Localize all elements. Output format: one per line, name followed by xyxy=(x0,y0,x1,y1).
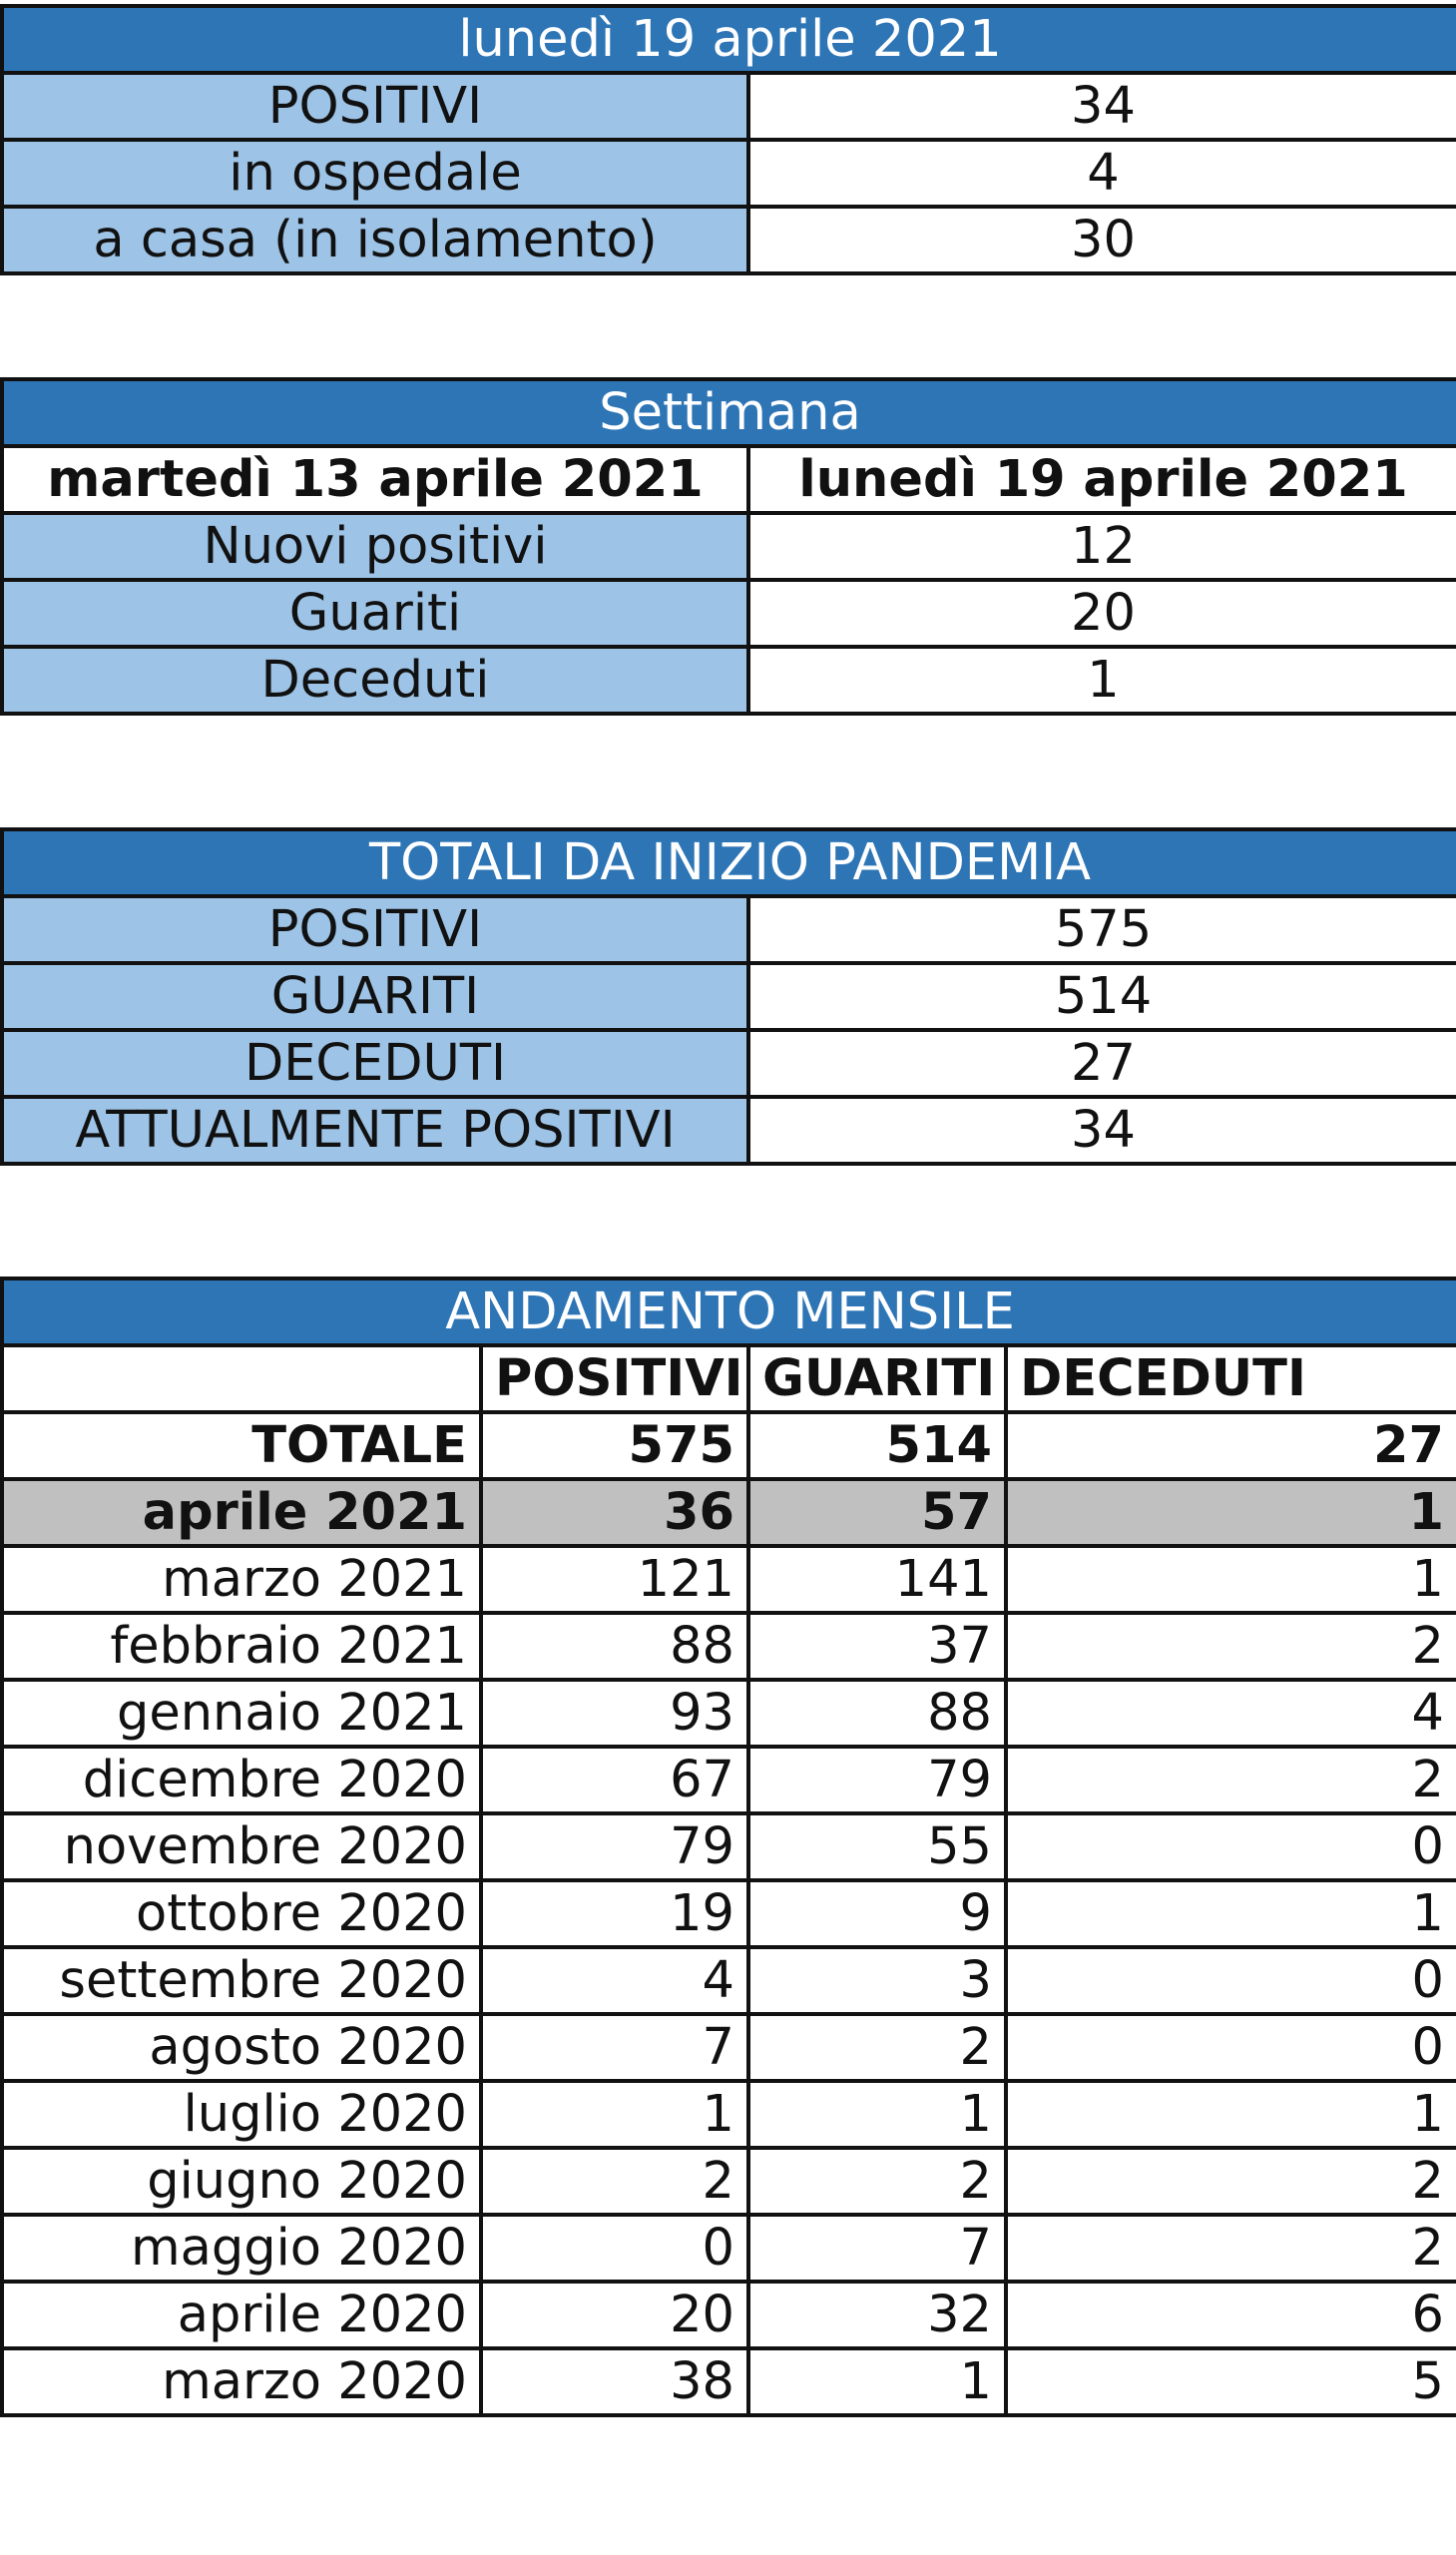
column-header-guariti: GUARITI xyxy=(748,1345,1006,1412)
month-label: aprile 2021 xyxy=(2,1479,481,1546)
total-positivi: 575 xyxy=(481,1412,748,1479)
week-label: Guariti xyxy=(2,580,748,647)
month-deceduti: 1 xyxy=(1006,1546,1456,1613)
totals-value: 27 xyxy=(748,1030,1456,1097)
month-label: ottobre 2020 xyxy=(2,1880,481,1947)
month-label: luglio 2020 xyxy=(2,2081,481,2148)
totals-value: 575 xyxy=(748,896,1456,963)
column-header-positivi: POSITIVI xyxy=(481,1345,748,1412)
month-guariti: 3 xyxy=(748,1947,1006,2014)
month-label: gennaio 2021 xyxy=(2,1680,481,1747)
totals-row xyxy=(2,1097,1456,1164)
month-deceduti: 0 xyxy=(1006,1947,1456,2014)
month-positivi: 2 xyxy=(481,2148,748,2215)
month-deceduti: 1 xyxy=(1006,2081,1456,2148)
month-deceduti: 0 xyxy=(1006,2014,1456,2081)
month-positivi: 88 xyxy=(481,1613,748,1680)
daily-value: 4 xyxy=(748,140,1456,207)
week-to-date: lunedì 19 aprile 2021 xyxy=(748,446,1456,513)
month-positivi: 93 xyxy=(481,1680,748,1747)
totals-label: DECEDUTI xyxy=(2,1030,748,1097)
month-positivi: 38 xyxy=(481,2348,748,2415)
month-deceduti: 2 xyxy=(1006,1613,1456,1680)
month-label: giugno 2020 xyxy=(2,2148,481,2215)
month-deceduti: 5 xyxy=(1006,2348,1456,2415)
monthly-row xyxy=(2,2348,1456,2415)
totals-row xyxy=(2,1030,1456,1097)
monthly-row xyxy=(2,1613,1456,1680)
week-value: 12 xyxy=(748,513,1456,580)
monthly-row xyxy=(2,2282,1456,2348)
month-label: febbraio 2021 xyxy=(2,1613,481,1680)
monthly-row xyxy=(2,1947,1456,2014)
month-guariti: 2 xyxy=(748,2148,1006,2215)
monthly-row xyxy=(2,1880,1456,1947)
month-positivi: 121 xyxy=(481,1546,748,1613)
month-positivi: 19 xyxy=(481,1880,748,1947)
month-guariti: 1 xyxy=(748,2348,1006,2415)
daily-row xyxy=(2,140,1456,207)
month-positivi: 0 xyxy=(481,2215,748,2282)
total-label: TOTALE xyxy=(2,1412,481,1479)
month-guariti: 7 xyxy=(748,2215,1006,2282)
monthly-row xyxy=(2,1813,1456,1880)
month-deceduti: 2 xyxy=(1006,2215,1456,2282)
week-row xyxy=(2,513,1456,580)
month-deceduti: 2 xyxy=(1006,2148,1456,2215)
monthly-row xyxy=(2,1747,1456,1813)
totals-value: 34 xyxy=(748,1097,1456,1164)
month-guariti: 9 xyxy=(748,1880,1006,1947)
total-guariti: 514 xyxy=(748,1412,1006,1479)
monthly-row xyxy=(2,2081,1456,2148)
week-from-date: martedì 13 aprile 2021 xyxy=(2,446,748,513)
month-positivi: 79 xyxy=(481,1813,748,1880)
month-positivi: 36 xyxy=(481,1479,748,1546)
total-deceduti: 27 xyxy=(1006,1412,1456,1479)
monthly-table xyxy=(0,1277,1456,2417)
week-range-row xyxy=(2,446,1456,513)
month-label: settembre 2020 xyxy=(2,1947,481,2014)
daily-value: 34 xyxy=(748,73,1456,140)
week-value: 20 xyxy=(748,580,1456,647)
totals-label: GUARITI xyxy=(2,963,748,1030)
month-guariti: 88 xyxy=(748,1680,1006,1747)
month-positivi: 67 xyxy=(481,1747,748,1813)
week-row xyxy=(2,580,1456,647)
daily-label: POSITIVI xyxy=(2,73,748,140)
daily-row xyxy=(2,73,1456,140)
month-guariti: 37 xyxy=(748,1613,1006,1680)
month-label: novembre 2020 xyxy=(2,1813,481,1880)
week-row xyxy=(2,647,1456,714)
column-header-deceduti: DECEDUTI xyxy=(1006,1345,1456,1412)
totals-row xyxy=(2,896,1456,963)
month-label: maggio 2020 xyxy=(2,2215,481,2282)
month-positivi: 4 xyxy=(481,1947,748,2014)
month-label: agosto 2020 xyxy=(2,2014,481,2081)
column-header-empty xyxy=(2,1345,481,1412)
week-label: Deceduti xyxy=(2,647,748,714)
week-table xyxy=(0,377,1456,716)
daily-label: in ospedale xyxy=(2,140,748,207)
month-deceduti: 6 xyxy=(1006,2282,1456,2348)
totals-row xyxy=(2,963,1456,1030)
daily-table xyxy=(0,4,1456,275)
month-guariti: 2 xyxy=(748,2014,1006,2081)
week-title: Settimana xyxy=(2,379,1456,446)
monthly-title: ANDAMENTO MENSILE xyxy=(2,1278,1456,1345)
week-value: 1 xyxy=(748,647,1456,714)
monthly-column-headers xyxy=(2,1345,1456,1412)
week-label: Nuovi positivi xyxy=(2,513,748,580)
daily-value: 30 xyxy=(748,207,1456,273)
month-positivi: 20 xyxy=(481,2282,748,2348)
month-guariti: 32 xyxy=(748,2282,1006,2348)
month-guariti: 57 xyxy=(748,1479,1006,1546)
month-deceduti: 1 xyxy=(1006,1880,1456,1947)
monthly-row xyxy=(2,1546,1456,1613)
monthly-row xyxy=(2,2148,1456,2215)
daily-label: a casa (in isolamento) xyxy=(2,207,748,273)
monthly-row xyxy=(2,2215,1456,2282)
daily-row xyxy=(2,207,1456,273)
month-label: dicembre 2020 xyxy=(2,1747,481,1813)
month-deceduti: 4 xyxy=(1006,1680,1456,1747)
totals-label: ATTUALMENTE POSITIVI xyxy=(2,1097,748,1164)
totals-value: 514 xyxy=(748,963,1456,1030)
month-guariti: 141 xyxy=(748,1546,1006,1613)
monthly-row xyxy=(2,1479,1456,1546)
monthly-row xyxy=(2,1680,1456,1747)
daily-title: lunedì 19 aprile 2021 xyxy=(2,6,1456,73)
month-positivi: 1 xyxy=(481,2081,748,2148)
month-label: marzo 2021 xyxy=(2,1546,481,1613)
month-guariti: 79 xyxy=(748,1747,1006,1813)
monthly-row xyxy=(2,2014,1456,2081)
month-label: aprile 2020 xyxy=(2,2282,481,2348)
totals-label: POSITIVI xyxy=(2,896,748,963)
month-deceduti: 0 xyxy=(1006,1813,1456,1880)
month-guariti: 55 xyxy=(748,1813,1006,1880)
month-deceduti: 2 xyxy=(1006,1747,1456,1813)
month-label: marzo 2020 xyxy=(2,2348,481,2415)
totals-table xyxy=(0,827,1456,1166)
month-positivi: 7 xyxy=(481,2014,748,2081)
totals-title: TOTALI DA INIZIO PANDEMIA xyxy=(2,829,1456,896)
monthly-total-row xyxy=(2,1412,1456,1479)
month-guariti: 1 xyxy=(748,2081,1006,2148)
month-deceduti: 1 xyxy=(1006,1479,1456,1546)
